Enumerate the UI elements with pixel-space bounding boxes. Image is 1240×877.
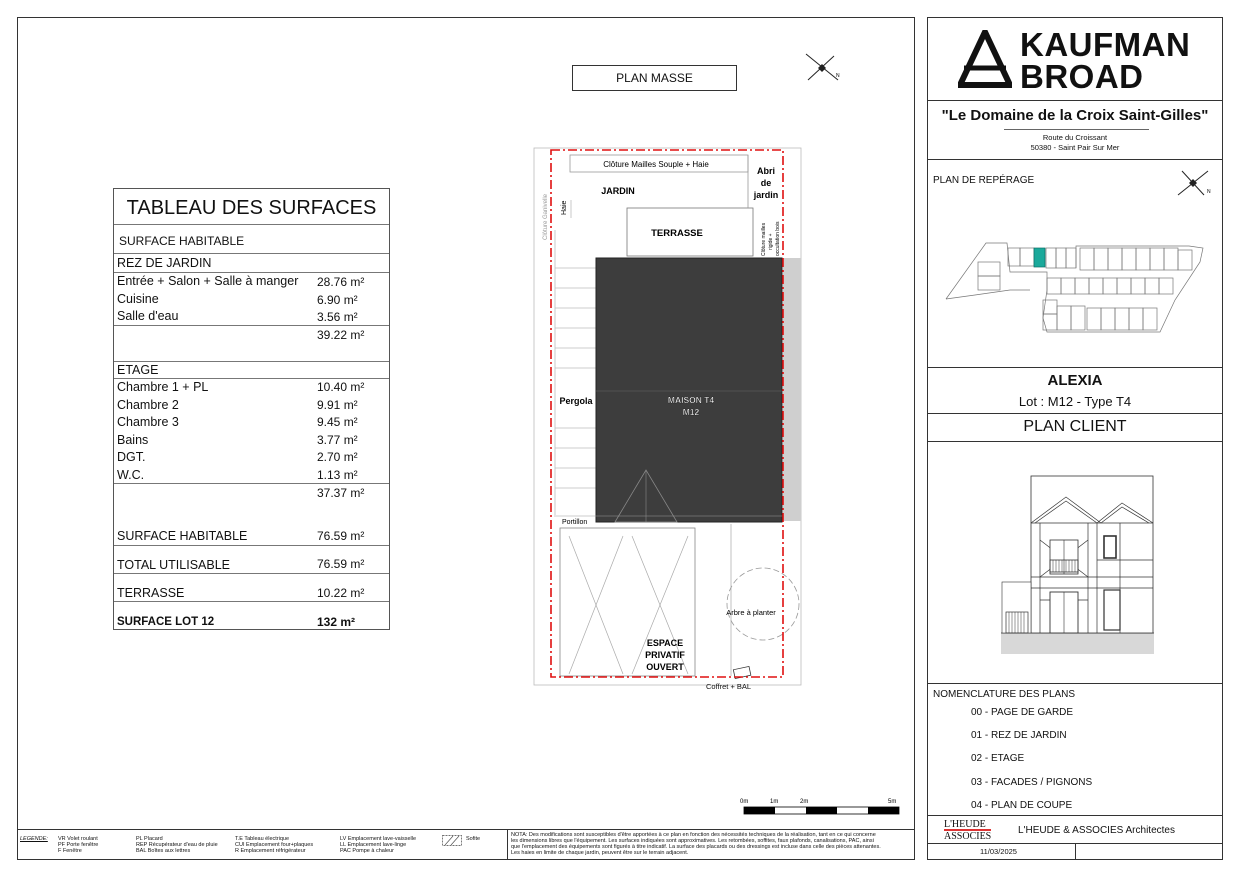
table-row-label: Cuisine xyxy=(117,292,159,306)
table-row-value: 1.13 m² xyxy=(317,468,358,482)
label-jardin: JARDIN xyxy=(601,186,635,196)
legend-item: LV Emplacement lave-vaisselle xyxy=(340,836,417,842)
legend-item: VR Volet roulant xyxy=(58,836,98,842)
legend-item: F Fenêtre xyxy=(58,848,82,854)
label-espace-3: OUVERT xyxy=(646,662,684,672)
location-map xyxy=(942,238,1206,334)
section-rez: REZ DE JARDIN xyxy=(117,256,212,270)
nomenclature-item: 03 - FACADES / PIGNONS xyxy=(971,777,1093,788)
table-title: TABLEAU DES SURFACES xyxy=(126,197,377,219)
legend-item: T.E Tableau électrique xyxy=(235,836,290,842)
label-cloture-mailles-3: occultation bois xyxy=(775,221,781,256)
table-divider xyxy=(114,272,389,273)
brand-line-2: BROAD xyxy=(1020,58,1144,95)
legend-item: PAC Pompe à chaleur xyxy=(340,848,395,854)
label-espace-1: ESPACE xyxy=(646,638,684,648)
divider xyxy=(927,815,1222,816)
label-cloture-mailles-2: rigide + xyxy=(768,233,774,250)
legend-item: PL Placard xyxy=(136,836,163,842)
surface-lot-label: SURFACE LOT 12 xyxy=(117,616,215,628)
label-cloture-ganivelle: Clôture Ganivelle xyxy=(543,193,549,240)
project-address-1: Route du Croissant xyxy=(1042,133,1108,142)
nomenclature-title: NOMENCLATURE DES PLANS xyxy=(933,689,1076,700)
surface-habitable-value: 76.59 m² xyxy=(317,529,365,543)
table-divider xyxy=(114,378,389,379)
etage-total: 37.37 m² xyxy=(317,486,365,500)
label-haie: Haie xyxy=(561,200,568,215)
table-row-label: Chambre 2 xyxy=(117,398,179,412)
label-abri-3: jardin xyxy=(753,190,779,200)
table-divider xyxy=(114,483,389,484)
legend-item: REP Récupérateur d'eau de pluie xyxy=(136,842,218,848)
scale-label-1: 1m xyxy=(770,799,779,805)
architect-logo-line-2: ASSOCIES xyxy=(944,831,992,842)
architect-logo-line-1: L'HEUDE xyxy=(944,819,986,830)
section-surface-habitable: SURFACE HABITABLE xyxy=(119,234,245,248)
table-row-value: 6.90 m² xyxy=(317,293,358,307)
divider xyxy=(927,441,1222,442)
table-row-label: DGT. xyxy=(117,450,146,464)
legend-item: LL Emplacement lave-linge xyxy=(340,842,407,848)
table-divider xyxy=(114,545,389,546)
table-divider xyxy=(114,253,389,254)
label-portillon: Portillon xyxy=(562,519,588,526)
scale-label-2: 2m xyxy=(800,799,809,805)
table-row-label: Chambre 3 xyxy=(117,415,179,429)
legend-item: R Emplacement réfrigérateur xyxy=(235,848,306,854)
table-row-label: Salle d'eau xyxy=(117,309,179,323)
date-cell-divider xyxy=(1075,843,1076,859)
scale-label-5: 5m xyxy=(888,799,897,805)
nomenclature-item: 00 - PAGE DE GARDE xyxy=(971,707,1074,718)
rez-total: 39.22 m² xyxy=(317,328,365,342)
brand-line-1: KAUFMAN xyxy=(1020,26,1191,63)
table-divider xyxy=(114,325,389,326)
table-row-value: 2.70 m² xyxy=(317,450,358,464)
label-abri-2: de xyxy=(760,178,772,188)
architect-name: L'HEUDE & ASSOCIES Architectes xyxy=(1018,825,1175,836)
legend-note-divider xyxy=(507,829,508,860)
surfaces-table xyxy=(113,188,390,630)
legend-item: CUI Emplacement four+plaques xyxy=(235,842,314,848)
label-maison-2: M12 xyxy=(682,407,700,417)
divider xyxy=(927,159,1222,160)
table-row-label: Bains xyxy=(117,433,149,447)
label-maison-1: MAISON T4 xyxy=(667,395,715,405)
terrasse-value: 10.22 m² xyxy=(317,586,365,600)
divider xyxy=(927,413,1222,414)
plan-title: PLAN MASSE xyxy=(616,71,693,85)
svg-text:N: N xyxy=(836,73,840,79)
terrasse-label: TERRASSE xyxy=(117,586,185,600)
table-row-value: 9.91 m² xyxy=(317,398,358,412)
table-row-value: 28.76 m² xyxy=(317,275,365,289)
divider xyxy=(927,100,1222,101)
site-plan xyxy=(530,145,805,690)
label-coffret: Coffret + BAL xyxy=(706,682,752,691)
facade-drawing xyxy=(998,473,1156,657)
surface-habitable-label: SURFACE HABITABLE xyxy=(117,529,248,543)
surface-lot-value: 132 m² xyxy=(317,615,356,629)
lot-name: ALEXIA xyxy=(1047,372,1103,389)
section-etage: ETAGE xyxy=(117,363,159,377)
north-arrow-icon xyxy=(800,50,844,86)
address-underline xyxy=(1004,129,1149,130)
label-terrasse: TERRASSE xyxy=(651,228,703,239)
legend-sofite: Sofite xyxy=(466,836,481,842)
label-espace-2: PRIVATIF xyxy=(645,650,685,660)
label-abri-1: Abri xyxy=(757,166,775,176)
label-pergola: Pergola xyxy=(559,396,593,406)
reperage-title: PLAN DE REPÉRAGE xyxy=(933,175,1035,186)
table-row-value: 10.40 m² xyxy=(317,380,365,394)
north-arrow-small-icon xyxy=(1174,167,1214,199)
sofite-hatch-icon xyxy=(442,835,462,846)
table-divider xyxy=(114,361,389,362)
total-utilisable-label: TOTAL UTILISABLE xyxy=(117,558,231,572)
divider xyxy=(927,367,1222,368)
legend-note-line: Les haies en limite de chaque jardin, peuvent être sur le terrain adjacent. xyxy=(511,850,689,856)
table-divider xyxy=(114,224,389,225)
legend-note-line: que l'emplacement des équipements sont figurés à titre indicatif. La surface des placards ou des dressings est incluse dans celle des pièces attenantes. xyxy=(511,844,881,850)
label-cloture-mailles-1: Clôture mailles xyxy=(761,222,767,256)
legend-note-line: NOTA: Des modifications sont susceptibles d'être apportées à ce plan en fonction des nécessités techniques de la réalisation, tant en ce qui concerne xyxy=(511,832,876,838)
legend-item: BAL Boîtes aux lettres xyxy=(136,848,191,854)
table-row-label: Chambre 1 + PL xyxy=(117,380,209,394)
divider xyxy=(927,683,1222,684)
nomenclature-item: 01 - REZ DE JARDIN xyxy=(971,730,1067,741)
plan-date: 11/03/2025 xyxy=(980,847,1017,856)
label-cloture-haie: Clôture Mailles Souple + Haie xyxy=(603,160,709,169)
nomenclature-item: 02 - ETAGE xyxy=(971,753,1025,764)
table-divider xyxy=(114,601,389,602)
label-arbre: Arbre à planter xyxy=(726,608,776,617)
table-row-label: W.C. xyxy=(117,468,145,482)
table-divider xyxy=(114,573,389,574)
brand-logo-icon xyxy=(958,30,1012,88)
legend-item: PF Porte fenêtre xyxy=(58,842,99,848)
total-utilisable-value: 76.59 m² xyxy=(317,557,365,571)
scale-bar xyxy=(738,795,900,819)
table-row-value: 9.45 m² xyxy=(317,415,358,429)
project-name: "Le Domaine de la Croix Saint-Gilles" xyxy=(941,107,1209,124)
plan-client: PLAN CLIENT xyxy=(1023,418,1127,435)
legend-note-line: les dimensions libres que l'équipement. Les surfaces indiquées sont approximatives. Les retombées, soffites, faux plafonds, canalisations, PAC, ainsi xyxy=(511,838,874,844)
nomenclature-item: 04 - PLAN DE COUPE xyxy=(971,800,1073,811)
lot-highlight xyxy=(1034,248,1045,267)
scale-label-0: 0m xyxy=(740,799,749,805)
project-address-2: 50380 - Saint Pair Sur Mer xyxy=(1030,143,1120,152)
legend-title: LEGENDE: xyxy=(20,836,48,842)
table-row-label: Entrée + Salon + Salle à manger xyxy=(117,274,299,288)
svg-text:N: N xyxy=(1207,189,1211,195)
table-row-value: 3.56 m² xyxy=(317,310,358,324)
table-row-value: 3.77 m² xyxy=(317,433,358,447)
lot-type: Lot : M12 - Type T4 xyxy=(1018,394,1132,409)
